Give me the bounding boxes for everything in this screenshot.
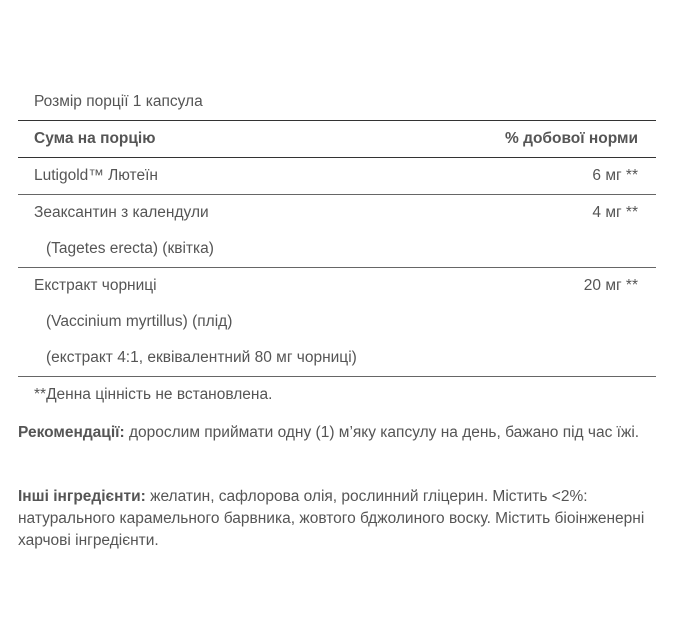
ingredient-detail: (Vaccinium myrtillus) (плід)	[46, 313, 233, 330]
ingredient-row-bilberry	[18, 268, 656, 377]
ingredient-detail: (екстракт 4:1, еквівалентний 80 мг чорниці)	[46, 349, 357, 366]
ingredient-amount: 20 мг **	[583, 277, 638, 294]
other-ingredients-label: Інші інгредієнти:	[18, 488, 146, 505]
recommendations-paragraph	[18, 422, 663, 444]
daily-value-footnote: **Денна цінність не встановлена.	[34, 386, 273, 403]
recommendations-label: Рекомендації:	[18, 424, 125, 441]
ingredient-detail: (Tagetes erecta) (квітка)	[46, 240, 214, 257]
ingredient-amount: 6 мг **	[592, 167, 638, 184]
other-ingredients-paragraph	[18, 486, 663, 552]
daily-value-header: % добової норми	[505, 130, 638, 147]
ingredient-name: Зеаксантин з календули	[34, 204, 209, 221]
ingredient-amount: 4 мг **	[592, 204, 638, 221]
ingredient-row-zeaxanthin	[18, 195, 656, 268]
recommendations-text: дорослим приймати одну (1) м’яку капсулу на день, бажано під час їжі.	[124, 424, 640, 441]
ingredient-name: Lutigold™ Лютеїн	[34, 167, 158, 184]
ingredient-row-lutein	[18, 158, 656, 195]
serving-size: Розмір порції 1 капсула	[34, 93, 203, 110]
table-header	[18, 120, 656, 158]
ingredient-name: Екстракт чорниці	[34, 277, 157, 294]
other-ingredients-text: желатин, сафлорова олія, рослинний гліцерин. Містить <2%: натурального карамельного барвника, жовтого бджолиного воску. Містить біоінженерні харчові інгредієнти.	[18, 488, 645, 549]
supplement-facts-table	[18, 84, 656, 415]
amount-per-serving-header: Сума на порцію	[34, 130, 156, 147]
